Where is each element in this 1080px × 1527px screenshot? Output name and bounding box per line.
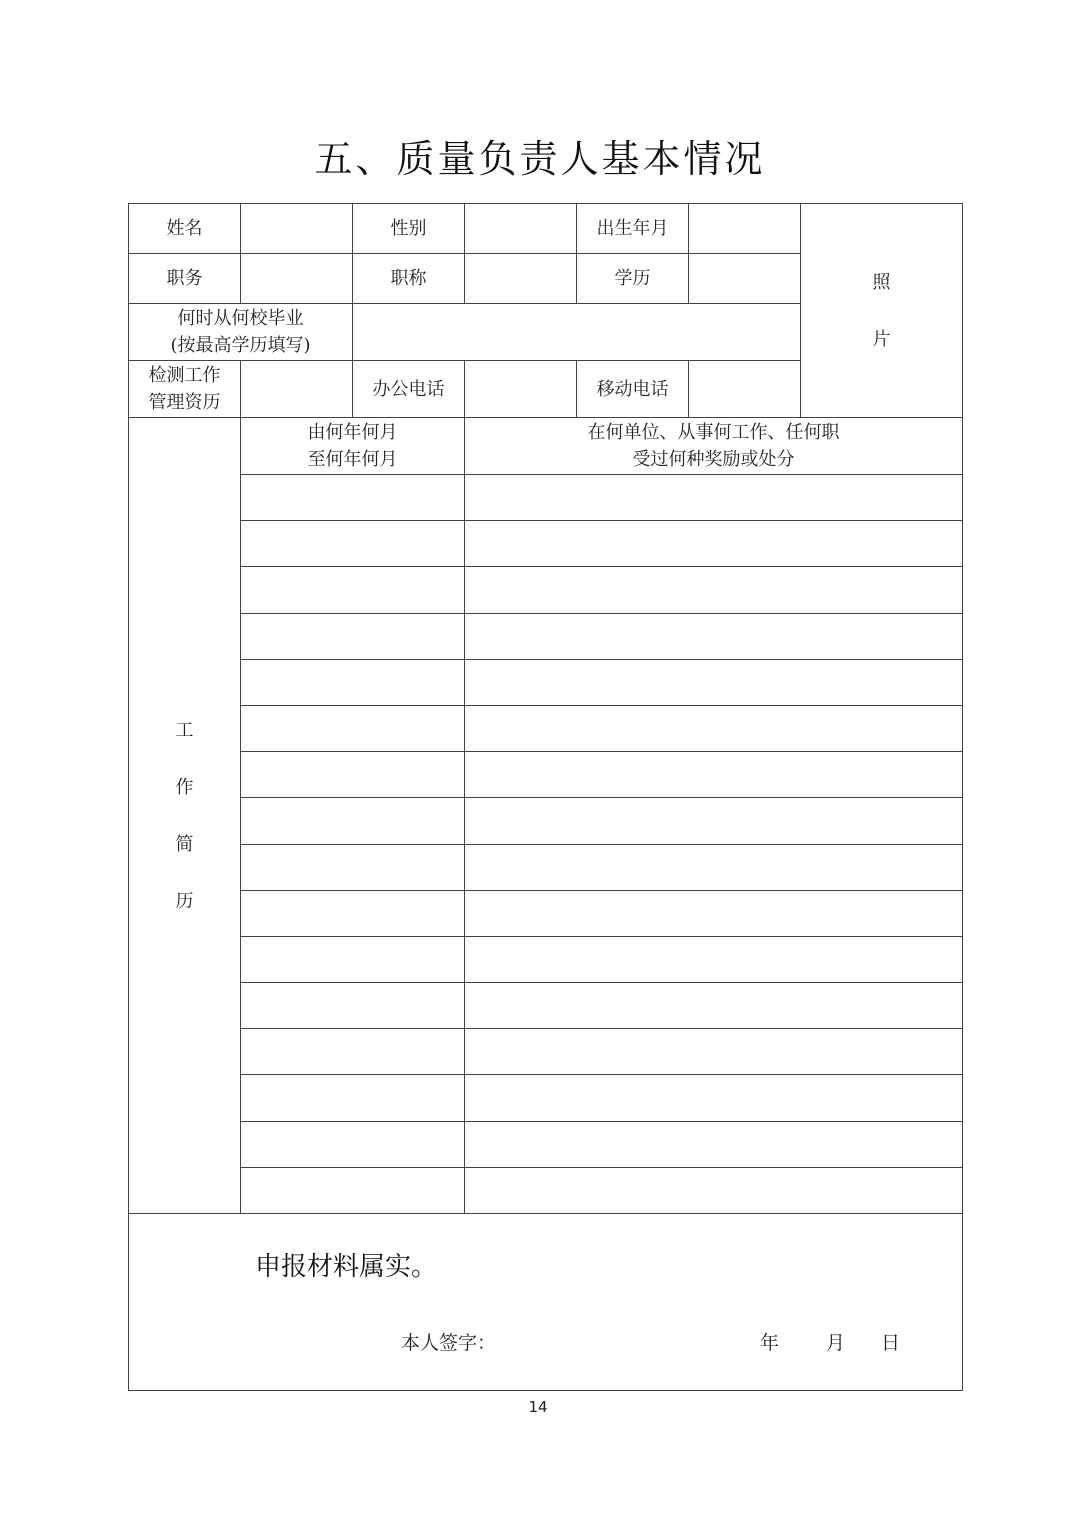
- work-period-field[interactable]: [241, 659, 465, 705]
- office-phone-field[interactable]: [465, 361, 577, 418]
- photo-char-1: 照: [872, 271, 891, 293]
- work-period-field[interactable]: [241, 1167, 465, 1213]
- work-period-field[interactable]: [241, 705, 465, 751]
- work-history-row: [129, 752, 963, 798]
- work-history-row: [129, 798, 963, 844]
- work-detail-field[interactable]: [465, 1121, 963, 1167]
- work-history-row: [129, 890, 963, 936]
- declaration-statement: 申报材料属实。: [255, 1252, 438, 1282]
- work-history-row: [129, 1121, 963, 1167]
- photo-box[interactable]: [801, 204, 963, 418]
- mgmt-label-line2: 管理资历: [148, 392, 221, 413]
- work-detail-field[interactable]: [465, 798, 963, 844]
- detail-column-header: [465, 418, 963, 475]
- page-title: 五、质量负责人基本情况: [314, 137, 766, 181]
- work-period-field[interactable]: [241, 1121, 465, 1167]
- work-detail-field[interactable]: [465, 659, 963, 705]
- work-detail-field[interactable]: [465, 1029, 963, 1075]
- graduation-label: [129, 304, 353, 361]
- work-period-field[interactable]: [241, 521, 465, 567]
- resume-form-table: [128, 203, 963, 1391]
- detail-header-line1: 在何单位、从事何工作、任何职: [587, 422, 840, 443]
- work-detail-field[interactable]: [465, 521, 963, 567]
- month-label: 月: [826, 1332, 846, 1354]
- mobile-phone-label: 移动电话: [577, 361, 689, 418]
- side-char-1: 工: [175, 719, 194, 741]
- work-period-field[interactable]: [241, 798, 465, 844]
- birth-field[interactable]: [689, 204, 801, 254]
- gender-field[interactable]: [465, 204, 577, 254]
- signature-label[interactable]: 本人签字：: [401, 1332, 497, 1354]
- mobile-phone-field[interactable]: [689, 361, 801, 418]
- work-detail-field[interactable]: [465, 475, 963, 521]
- work-history-row: [129, 1029, 963, 1075]
- work-history-row: [129, 475, 963, 521]
- position-field[interactable]: [241, 254, 353, 304]
- work-history-row: [129, 936, 963, 982]
- work-period-field[interactable]: [241, 983, 465, 1029]
- work-detail-field[interactable]: [465, 1167, 963, 1213]
- work-period-field[interactable]: [241, 890, 465, 936]
- photo-char-2: 片: [872, 328, 891, 350]
- work-detail-field[interactable]: [465, 705, 963, 751]
- side-char-2: 作: [175, 776, 194, 798]
- name-label: 姓名: [129, 204, 241, 254]
- work-period-field[interactable]: [241, 1075, 465, 1121]
- mgmt-field[interactable]: [241, 361, 353, 418]
- work-history-row: [129, 983, 963, 1029]
- page-number: 14: [528, 1398, 548, 1416]
- gender-label: 性别: [353, 204, 465, 254]
- office-phone-label: 办公电话: [353, 361, 465, 418]
- graduation-field[interactable]: [353, 304, 801, 361]
- period-column-header: [241, 418, 465, 475]
- position-label: 职务: [129, 254, 241, 304]
- work-history-row: [129, 1167, 963, 1213]
- work-history-row: [129, 659, 963, 705]
- work-detail-field[interactable]: [465, 567, 963, 613]
- declaration-box: [129, 1214, 963, 1391]
- name-field[interactable]: [241, 204, 353, 254]
- work-detail-field[interactable]: [465, 936, 963, 982]
- work-detail-field[interactable]: [465, 844, 963, 890]
- work-history-side-label: [129, 418, 241, 1214]
- birth-label: 出生年月: [577, 204, 689, 254]
- side-char-3: 简: [175, 833, 194, 855]
- work-detail-field[interactable]: [465, 613, 963, 659]
- work-detail-field[interactable]: [465, 752, 963, 798]
- jobtitle-label: 职称: [353, 254, 465, 304]
- mgmt-label: [129, 361, 241, 418]
- graduation-label-line1: 何时从何校毕业: [177, 308, 304, 329]
- work-period-field[interactable]: [241, 567, 465, 613]
- work-period-field[interactable]: [241, 936, 465, 982]
- work-detail-field[interactable]: [465, 1075, 963, 1121]
- education-field[interactable]: [689, 254, 801, 304]
- work-period-field[interactable]: [241, 752, 465, 798]
- year-label: 年: [760, 1332, 780, 1354]
- work-history-row: [129, 705, 963, 751]
- work-detail-field[interactable]: [465, 890, 963, 936]
- detail-header-line2: 受过何种奖励或处分: [632, 449, 795, 470]
- work-history-row: [129, 521, 963, 567]
- side-char-4: 历: [175, 890, 194, 912]
- work-history-row: [129, 613, 963, 659]
- mgmt-label-line1: 检测工作: [148, 365, 221, 386]
- jobtitle-field[interactable]: [465, 254, 577, 304]
- education-label: 学历: [577, 254, 689, 304]
- work-history-row: [129, 844, 963, 890]
- graduation-label-line2: (按最高学历填写): [170, 335, 311, 356]
- day-label: 日: [881, 1332, 901, 1354]
- work-period-field[interactable]: [241, 613, 465, 659]
- work-detail-field[interactable]: [465, 983, 963, 1029]
- work-history-row: [129, 567, 963, 613]
- work-history-row: [129, 1075, 963, 1121]
- work-period-field[interactable]: [241, 1029, 465, 1075]
- period-header-line1: 由何年何月: [307, 422, 398, 443]
- period-header-line2: 至何年何月: [307, 449, 398, 470]
- work-period-field[interactable]: [241, 844, 465, 890]
- work-period-field[interactable]: [241, 475, 465, 521]
